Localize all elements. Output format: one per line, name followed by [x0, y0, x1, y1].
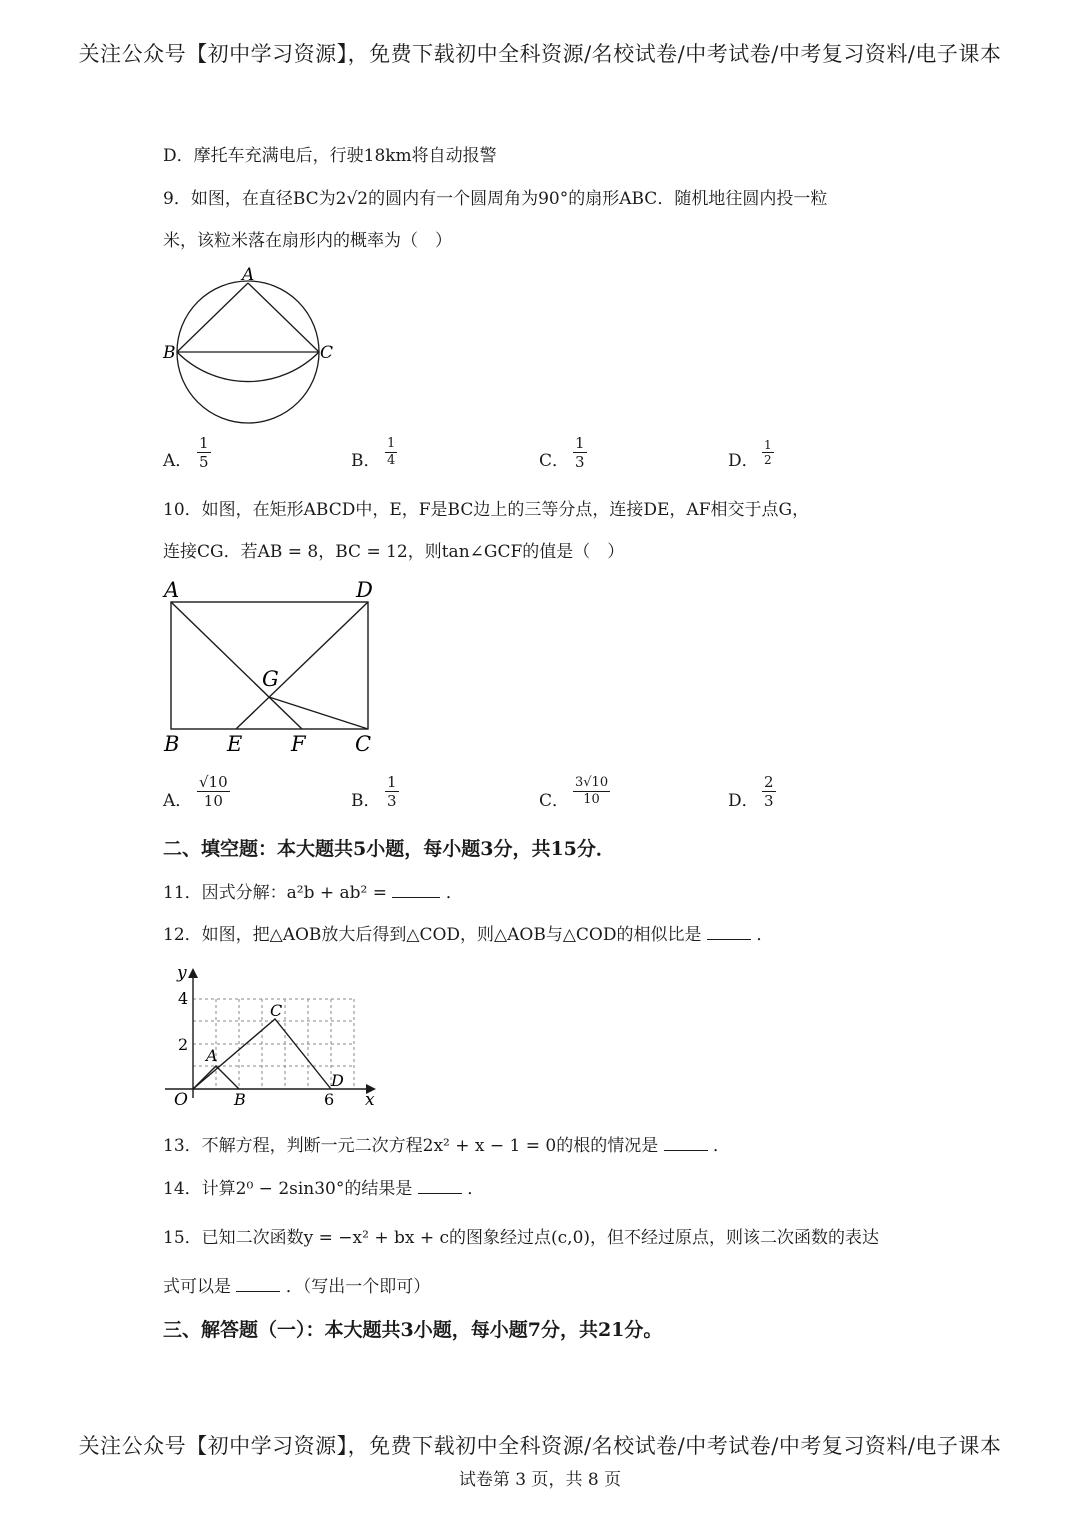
- q10-option-c-denominator: 10: [583, 791, 600, 807]
- q10-option-b-fraction: [385, 773, 399, 810]
- q10-option-d-numerator: 2: [764, 773, 774, 791]
- q12-coordinate-figure: [160, 960, 385, 1110]
- q10-label-d: D: [356, 578, 373, 602]
- q13-end: ．: [713, 1136, 731, 1156]
- q9-option-a-numerator: 1: [199, 434, 209, 452]
- q10-segment-af: [171, 602, 302, 729]
- q12-label-4: 4: [178, 989, 189, 1008]
- q9-option-b-label: B．: [351, 451, 381, 471]
- q9-option-c-numerator: 1: [575, 434, 585, 452]
- q9-label-a: A: [242, 265, 255, 285]
- q10-option-d-fraction: [762, 773, 776, 810]
- q14-end: ．: [467, 1179, 485, 1199]
- q10-label-b: B: [164, 732, 180, 756]
- q10-option-c-numerator: 3√10: [575, 775, 609, 790]
- q9-option-b-denominator: 4: [387, 452, 396, 468]
- q11: [163, 878, 463, 903]
- q9-option-c-denominator: 3: [575, 453, 585, 471]
- q10-option-d-denominator: 3: [764, 792, 774, 810]
- q14-text: 14．计算2⁰ − 2sin30°的结果是: [163, 1179, 413, 1199]
- q9-text-line2: 米，该粒米落在扇形内的概率为（ ）: [163, 231, 452, 251]
- q9-option-a-label: A．: [163, 451, 193, 471]
- q12-label-y: y: [177, 963, 187, 983]
- q9-option-b-numerator: 1: [387, 436, 396, 451]
- q9-option-a-fraction: [197, 434, 211, 471]
- q9-chord-ab: [177, 283, 248, 352]
- q12-label-c: C: [270, 1001, 283, 1020]
- q13-answer-blank[interactable]: [664, 1150, 708, 1151]
- q10-label-f: F: [291, 732, 306, 756]
- q10-option-a-label: A．: [163, 791, 193, 811]
- q10-option-d-label: D．: [728, 791, 759, 811]
- q12-label-a: A: [206, 1046, 218, 1065]
- q9-option-b-fraction: [385, 436, 397, 468]
- q9-option-c-fraction: [573, 434, 587, 471]
- page-footer: 试卷第 3 页，共 8 页: [458, 1470, 622, 1490]
- q10-label-c: C: [355, 732, 372, 756]
- q12-label-x: x: [365, 1090, 375, 1110]
- top-banner: 关注公众号【初中学习资源】，免费下载初中全科资源/名校试卷/中考试卷/中考复习资料/电子课本: [78, 42, 1002, 66]
- q9-sector-arc: [177, 352, 319, 382]
- q9-chord-ac: [248, 283, 319, 352]
- q10-option-a-numerator: √10: [199, 773, 228, 791]
- q10-option-a-fraction: [197, 773, 230, 810]
- q10-label-a: A: [164, 578, 180, 602]
- q12-label-o: O: [174, 1090, 188, 1110]
- q10-segment-de: [236, 602, 368, 729]
- q10-rectangle-figure: [158, 575, 388, 760]
- q12: [163, 920, 773, 945]
- q10-option-b-denominator: 3: [387, 792, 397, 810]
- q10-label-g: G: [262, 667, 279, 691]
- q12-label-d: D: [331, 1071, 344, 1090]
- q12-answer-blank[interactable]: [707, 939, 751, 940]
- q12-label-2: 2: [178, 1035, 189, 1054]
- q10-rectangle-abcd: [171, 602, 368, 729]
- bottom-banner: 关注公众号【初中学习资源】，免费下载初中全科资源/名校试卷/中考试卷/中考复习资料/电子课本: [78, 1434, 1002, 1458]
- q10-text-line2: 连接CG．若AB = 8，BC = 12，则tan∠GCF的值是（ ）: [163, 542, 625, 562]
- q15-answer-blank[interactable]: [236, 1291, 280, 1292]
- q9-option-d-label: D．: [728, 451, 759, 471]
- q15-text-line2a: 式可以是: [163, 1277, 231, 1297]
- q10-text-line1: 10．如图，在矩形ABCD中，E，F是BC边上的三等分点，连接DE，AF相交于点G，: [163, 500, 810, 520]
- q12-label-b: B: [234, 1090, 246, 1109]
- q11-text: 11．因式分解：a²b + ab² =: [163, 883, 387, 903]
- q11-end: ．: [445, 883, 463, 903]
- q12-end: ．: [756, 925, 774, 945]
- q8-option-d: D．摩托车充满电后，行驶18km将自动报警: [163, 146, 497, 166]
- q9-label-c: C: [320, 343, 334, 363]
- q15-text-line1: 15．已知二次函数y = −x² + bx + c的图象经过点(c,0)，但不经过原点，则该二次函数的表达: [163, 1228, 880, 1248]
- q14: [163, 1174, 484, 1199]
- q10-option-b-label: B．: [351, 791, 381, 811]
- q10-option-c-label: C．: [539, 791, 570, 811]
- q10-segment-gc: [269, 697, 368, 729]
- q9-option-c-label: C．: [539, 451, 570, 471]
- q9-option-d-fraction: [762, 438, 774, 468]
- q9-label-b: B: [163, 343, 176, 363]
- q10-option-c-fraction: [573, 775, 610, 807]
- q10-option-b-numerator: 1: [387, 773, 397, 791]
- q12-label-6: 6: [324, 1090, 335, 1109]
- q9-circle-figure: [160, 262, 350, 427]
- q15-line2: [163, 1272, 430, 1297]
- q14-answer-blank[interactable]: [418, 1193, 462, 1194]
- q9-option-a-denominator: 5: [199, 453, 209, 471]
- q10-option-a-denominator: 10: [203, 792, 223, 810]
- section-3-heading: 三、解答题（一）：本大题共3小题，每小题7分，共21分。: [163, 1319, 663, 1341]
- q9-text-line1: 9．如图，在直径BC为2√2的圆内有一个圆周角为90°的扇形ABC．随机地往圆内投一粒: [163, 189, 828, 209]
- section-2-heading: 二、填空题：本大题共5小题，每小题3分，共15分．: [163, 838, 615, 860]
- q13-text: 13．不解方程，判断一元二次方程2x² + x − 1 = 0的根的情况是: [163, 1136, 659, 1156]
- q15-text-line2b: ．（写出一个即可）: [285, 1277, 431, 1297]
- q9-option-d-numerator: 1: [764, 438, 772, 452]
- q10-label-e: E: [227, 732, 243, 756]
- q13: [163, 1131, 730, 1156]
- q12-text: 12．如图，把△AOB放大后得到△COD，则△AOB与△COD的相似比是: [163, 925, 702, 945]
- q12-y-axis-arrow: [188, 968, 198, 978]
- q9-option-d-denominator: 2: [764, 453, 772, 468]
- q11-answer-blank[interactable]: [392, 897, 440, 898]
